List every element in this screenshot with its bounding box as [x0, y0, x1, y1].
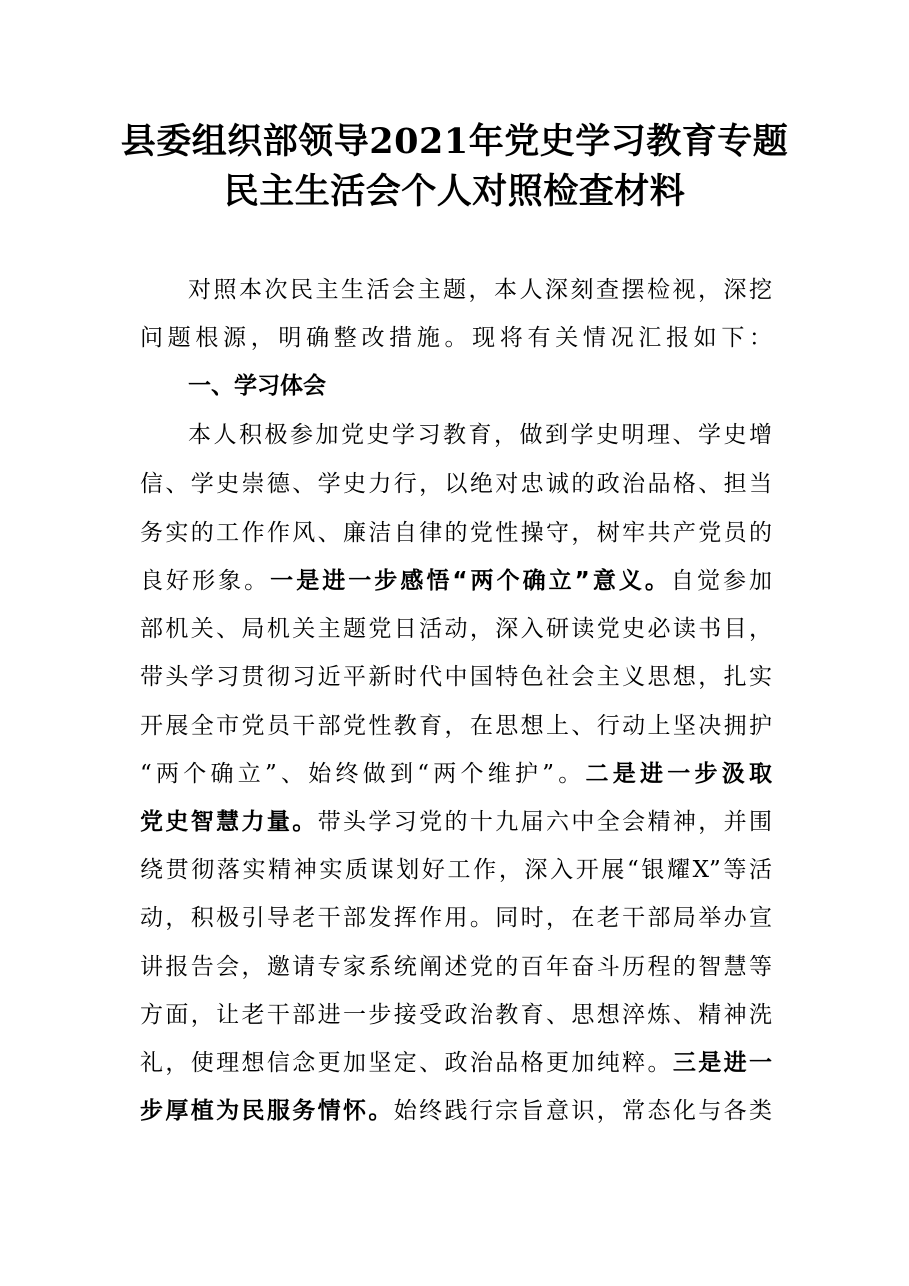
paragraph-line	[140, 750, 772, 798]
paragraph-line: 讲报告会，邀请专家系统阐述党的百年奋斗历程的智慧等	[140, 954, 772, 980]
paragraph-line: 动，积极引导老干部发挥作用。同时，在老干部局举办宣	[140, 905, 772, 931]
text-segment: 始终践行宗旨意识，常态化与各类	[393, 1098, 772, 1124]
emphasis-point-one: 一是进一步感悟“两个确立”意义。	[270, 568, 671, 594]
text-segment: 带头学习党的十九届六中全会精神，并围	[317, 809, 772, 835]
text-segment: “两个确立”、始终做到“两个维护”。	[140, 761, 586, 787]
paragraph-line	[140, 557, 772, 605]
paragraph-line	[140, 1087, 772, 1135]
paragraph-line: 部机关、局机关主题党日活动，深入研读党史必读书目，	[140, 616, 772, 642]
intro-line-1: 对照本次民主生活会主题，本人深刻查摆检视，深挖	[188, 277, 772, 303]
paragraph-line: 方面，让老干部进一步接受政治教育、思想淬炼、精神洗	[140, 1002, 772, 1028]
emphasis-point-three-cont: 步厚植为民服务情怀。	[140, 1098, 394, 1124]
emphasis-point-two: 二是进一步汲取	[585, 761, 772, 787]
paragraph-line	[140, 1039, 772, 1087]
paragraph-line: 信、学史崇德、学史力行，以绝对忠诚的政治品格、担当	[140, 471, 772, 497]
paragraph-line	[140, 798, 772, 846]
text-segment: 礼，使理想信念更加坚定、政治品格更加纯粹。	[140, 1050, 673, 1076]
emphasis-point-three: 三是进一	[672, 1050, 772, 1076]
paragraph-line: 绕贯彻落实精神实质谋划好工作，深入开展“银耀X”等活	[140, 857, 772, 883]
document-title-line-2: 民主生活会个人对照检查材料	[223, 171, 686, 212]
section-heading-study: 一、学习体会	[188, 373, 326, 399]
paragraph-line: 带头学习贯彻习近平新时代中国特色社会主义思想，扎实	[140, 664, 772, 690]
paragraph-line: 务实的工作作风、廉洁自律的党性操守，树牢共产党员的	[140, 520, 772, 546]
text-segment: 自觉参加	[670, 568, 773, 594]
paragraph-line: 开展全市党员干部党性教育，在思想上、行动上坚决拥护	[140, 713, 772, 739]
emphasis-point-two-cont: 党史智慧力量。	[140, 809, 318, 835]
paragraph-line: 本人积极参加党史学习教育，做到学史明理、学史增	[188, 422, 772, 448]
document-title-line-1: 县委组织部领导2021年党史学习教育专题	[120, 121, 789, 162]
intro-line-2: 问题根源，明确整改措施。现将有关情况汇报如下：	[140, 325, 772, 351]
text-segment: 良好形象。	[140, 568, 271, 594]
